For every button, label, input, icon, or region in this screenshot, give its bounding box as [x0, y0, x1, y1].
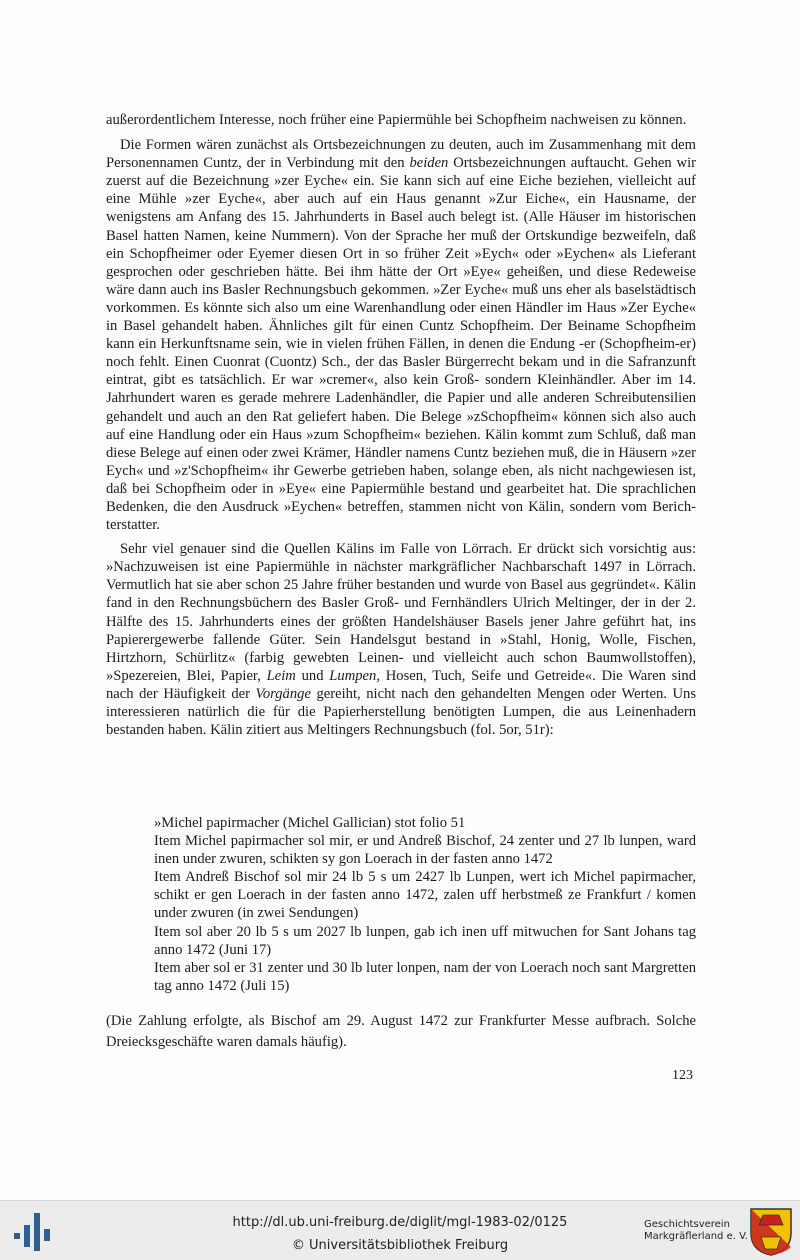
- text-run: Die Formen wären zunächst als Ortsbezeichnungen zu deuten, auch im Zusammenhang mit dem Personennamen Cuntz, der in Verbindung mit den: [106, 137, 696, 172]
- quote-line: »Michel papirmacher (Michel Gallician) stot folio 51: [154, 815, 466, 831]
- society-line: Geschichtsverein: [644, 1219, 730, 1230]
- emphasis: Vorgänge: [255, 685, 311, 702]
- emphasis: Leim: [266, 667, 296, 684]
- viewer-footer: [0, 1200, 800, 1260]
- paragraph-loerrach: [106, 540, 696, 739]
- coat-of-arms-icon: [749, 1207, 793, 1257]
- society-name: [644, 1219, 748, 1243]
- text-run: Ortsbezeichnungen auftaucht. Gehen wir zuerst auf die Bezeichnung »zer Eyche« ein. Sie kann sich auf eine Eiche beziehen, vielleicht auf eine Mühle »zer Eyche«, aber auch auf ein Haus genannt »Zur Eiche«, ein Hausname, der wenigstens am Anfang des 15. Jahrhunderts in Basel auch belegt ist. (Alle Häuser im historischen Basel hatten Namen, keine Nummern). Von der Sprache her muß der Ortskundige bezweifeln, daß ein Schopfheimer oder Eyemer diesen Ort in so früher Zeit »Eych« oder »Eychen« als Lieferant gesprochen oder geschrieben hätte. Bei ihm hätte der Ort »Eye« geheißen, und diese Redeweise wäre dann auch ins Basler Rechnungsbuch gekommen. »Zer Eyche« muß uns eher als baselstädtisch vorkommen. Es könnte sich also um eine Warenhandlung oder einen Händler im Haus »Zer Eyche« in Basel gehandelt haben. Ähnliches gilt für einen Cuntz Schopfheim. Der Beiname Schopfheim kann ein Herkunftsname sein, wie in vielen frühen Fällen, in denen die Endung -er (Schopfheim-er) noch fehlt. Einen Cuonrat (Cuontz) Sch., der das Basler Bürgerrecht bekam und in die Safranzunft eintrat, gibt es tatsächlich. Er war »cremer«, also kein Groß- sondern Kleinhändler. Aber im 14. Jahrhundert waren es gerade mehrere Ladenhändler, die Papier und alle anderen Schreibutensilien gehandelt und auch an den Rat geliefert haben. Die Belege »zSchopfheim« können sich also auch auf eine Handlung oder ein Haus »zum Schopfheim« beziehen. Kälin kommt zum Schluß, daß man diese Belege auf einen oder zwei Krämer, Händler namens Cuntz beziehen muß, die in Häusern »zer Eych« und »z'Schopfheim« ihr Gewerbe getrieben haben, solange eben, als nicht nachgewiesen ist, daß bei Schopfheim oder in »Eye« eine Papiermühle bestand und gearbeitet hat. Die sprachlichen Bedenken, die den Ausdruck »Eychen« betreffen, stammen nicht von Kälin, sondern vom Berichterstatter.: [106, 155, 697, 534]
- copyright-notice: © Universitätsbibliothek Freiburg: [291, 1238, 509, 1253]
- paragraph-intro: außerordentlichem Interesse, noch früher eine Papiermühle bei Schopfheim nachweisen zu können.: [106, 112, 687, 128]
- source-link[interactable]: http://dl.ub.uni-freiburg.de/diglit/mgl-1983-02/0125: [232, 1215, 568, 1230]
- quote-line: Item aber sol er 31 zenter und 30 lb luter lonpen, nam der von Loerach noch sant Margretten tag anno 1472 (Juli 15): [154, 959, 696, 994]
- body-text: [106, 111, 696, 745]
- quote-line: Item Andreß Bischof sol mir 24 lb 5 s um 2427 lb Lunpen, wert ich Michel papirmacher, schikt er gen Loerach in der fasten anno 1472, zalen uff herbstmeß ze Frankfurt / komen under zwuren (in zwei Sendungen): [154, 869, 696, 922]
- quotation-block: [154, 814, 696, 995]
- emphasis: beiden: [409, 155, 449, 172]
- society-line: Markgräflerland e. V.: [644, 1231, 748, 1242]
- text-run: Hosen, Tuch, Seife und Getreide«. Die Waren sind nach der Häufigkeit der: [106, 667, 696, 702]
- quote-line: Item sol aber 20 lb 5 s um 2027 lb lunpen, gab ich inen uff mitwuchen for Sant Johans tag anno 1472 (Juni 17): [154, 923, 696, 958]
- text-run: gereiht, nicht nach den gehandelten Mengen oder Werten. Uns interessieren natürlich die für die Papierherstellung benötigten Lumpen, die aus Leinenhadern bestanden haben. Kälin zitiert aus Meltingers Rechnungsbuch (fol. 5or, 51r):: [106, 685, 696, 739]
- text-run: Sehr viel genauer sind die Quellen Kälins im Falle von Lörrach. Er drückt sich vorsichtig aus: »Nachzuweisen ist eine Papiermühle in nächster markgräflicher Nachbarschaft 1497 in Lörrach. Vermutlich hat sie aber schon 25 Jahre früher bestanden und wurde von Basel aus gegründet«. Kälin fand in den Rechnungsbüchern des Basler Groß- und Fernhändlers Ulrich Meltinger, der in der 2. Hälfte des 15. Jahrhunderts eines der größten Handelshäuser Basels jener Jahre geführt hat, ins Papierergewerbe fallende Güter. Sein Handelsgut bestand in »Stahl, Honig, Wolle, Fischen, Hirtzhorn, Schürlitz« (farbig gewebten Leinen- und vielleicht auch schon Baumwollstoffen), »Spezereien, Blei, Papier,: [106, 541, 696, 684]
- page-number: 123: [672, 1068, 693, 1083]
- emphasis: Lumpen,: [329, 667, 380, 684]
- quote-line: Item Michel papirmacher sol mir, er und Andreß Bischof, 24 zenter und 27 lb lunpen, ward inen under zwuren, schikten sy gon Loerach in der fasten anno 1472: [154, 833, 696, 868]
- text-run: und: [295, 667, 330, 684]
- paragraph-closing: (Die Zahlung erfolgte, als Bischof am 29. August 1472 zur Frankfurter Messe aufbrach. Solche Dreiecksgeschäfte waren damals häufig).: [106, 1013, 696, 1050]
- paragraph-place-names: [106, 136, 696, 534]
